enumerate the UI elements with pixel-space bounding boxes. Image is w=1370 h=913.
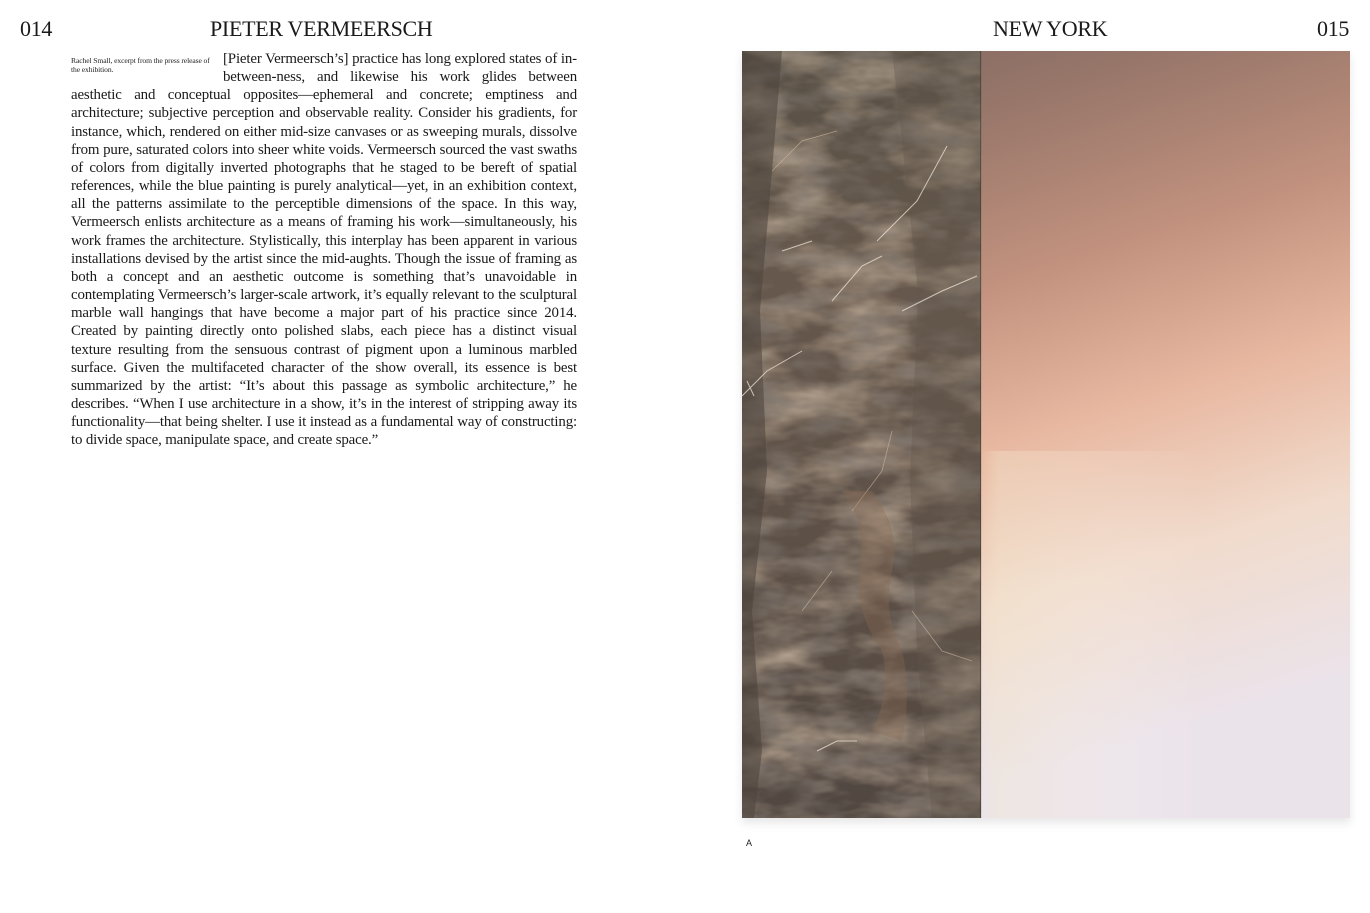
source-caption: Rachel Small, excerpt from the press release of the exhibition. xyxy=(71,56,210,74)
running-head-right: NEW YORK xyxy=(993,16,1108,41)
article-text-block xyxy=(71,50,577,449)
marble-gradient-painting xyxy=(742,51,1350,818)
page-number-right: 015 xyxy=(1317,16,1350,41)
plate-label: A xyxy=(746,838,753,848)
marble-strip xyxy=(742,51,981,818)
page-number-left: 014 xyxy=(20,16,53,41)
body-text: [Pieter Vermeersch’s] practice has long explored states of in-between-ness, and likewise his work glides between aesthetic and conceptual opposites—ephemeral and concrete; emptiness and architecture; subjective perception and observable reality. Consider his gradients, for instance, which, rendered on either mid-size canvases or as sweeping murals, dissolve from pure, saturated colors into sheer white voids. Vermeersch sourced the vast swaths of colors from digitally inverted photographs that he staged to be bereft of spatial references, while the blue painting is purely analytical—yet, in an exhibition context, all the patterns assimilate to the perceptible dimensions of the space. In this way, Vermeersch enlists architecture as a means of framing his work—simultaneously, his work frames the architecture. Stylistically, this interplay has been apparent in various installations devised by the artist since the mid-aughts. Though the issue of framing as both a concept and an aesthetic outcome is something that’s unavoidable in contemplating Vermeersch’s larger-scale artwork, it’s equally relevant to the sculptural marble wall hangings that have become a major part of his practice since 2014. Created by painting directly onto polished slabs, each piece has a distinct visual texture resulting from the sensuous contrast of pigment upon a luminous marbled surface. Given the multifaceted character of the show overall, its essence is best summarized by the artist: “It’s about this passage as symbolic architecture,” he describes. “When I use architecture in a show, it’s in the interest of stripping away its functionality—that being shelter. I use it instead as a fundamental way of constructing: to divide space, manipulate space, and create space.” xyxy=(71,51,577,449)
artwork-image xyxy=(742,51,1350,818)
running-head-left: PIETER VERMEERSCH xyxy=(210,16,433,41)
